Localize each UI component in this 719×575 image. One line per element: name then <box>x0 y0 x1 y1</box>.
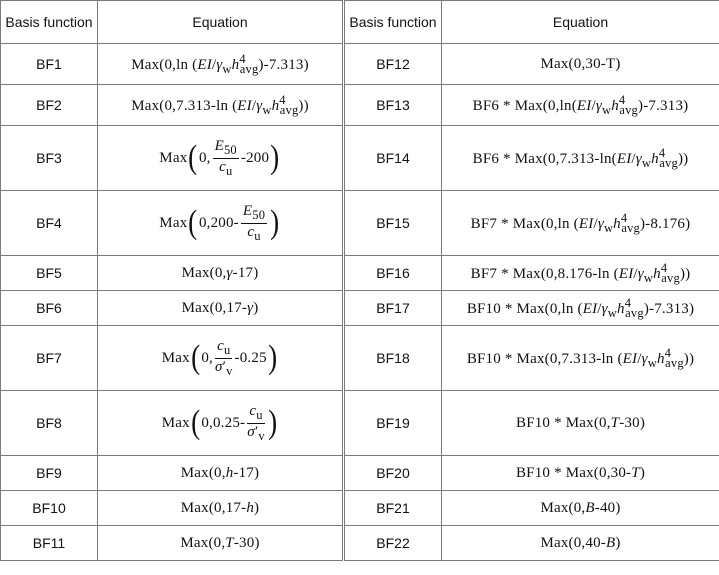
equation: BF10 * Max(0,ln $(EI/\gamma_wh^4_{avg})-7.313$) <box>466 295 695 320</box>
table-row <box>1 491 719 526</box>
equation-cell <box>442 291 719 326</box>
basis-id: BF1 <box>1 44 98 85</box>
table-row <box>1 526 719 561</box>
basis-id: BF18 <box>344 326 442 391</box>
equation-cell <box>442 256 719 291</box>
equation-cell <box>442 391 719 456</box>
basis-id: BF13 <box>344 85 442 126</box>
table-row <box>1 126 719 191</box>
equation: Max(0,7.313-ln $(EI/\gamma_wh^4_{avg})$) <box>131 92 309 117</box>
equation: Max ( 0,0.25- $c_u$ $\sigma'_v$ ) <box>161 402 278 443</box>
header-equation-left: Equation <box>98 1 344 44</box>
equation-cell <box>442 456 719 491</box>
equation: Max(0,30-T) <box>540 55 621 72</box>
basis-id: BF6 <box>1 291 98 326</box>
header-equation-right: Equation <box>442 1 719 44</box>
equation: $BF6 * Max(0,7.313-\ln(EI/\gamma_wh^4_{avg}))$ <box>472 145 689 170</box>
equation: Max ( 0, $c_u$ $\sigma'_v$ -0.25 ) <box>161 337 278 378</box>
table-row <box>1 85 719 126</box>
basis-id: BF2 <box>1 85 98 126</box>
basis-id: BF22 <box>344 526 442 561</box>
equation: BF7 * Max(0,ln $(EI/\gamma_wh^4_{avg})-8.176$) <box>470 210 691 235</box>
equation: Max ( 0,200- $E_{50}$ $c_u$ ) <box>159 202 280 243</box>
table-row <box>1 391 719 456</box>
basis-id: BF7 <box>1 326 98 391</box>
basis-id: BF11 <box>1 526 98 561</box>
basis-id: BF17 <box>344 291 442 326</box>
equation: $BF6 * Max(0,\ln(EI/\gamma_wh^4_{avg})-7.313)$ <box>472 92 689 117</box>
equation: Max(0,17-γ) <box>181 299 259 316</box>
equation: BF10 * Max(0,7.313-ln $(EI/\gamma_wh^4_{avg})$) <box>466 345 695 370</box>
table-row <box>1 326 719 391</box>
equation-cell <box>442 326 719 391</box>
equation-cell <box>442 191 719 256</box>
equation-cell <box>98 526 344 561</box>
equation-cell <box>98 326 344 391</box>
equation-cell <box>98 491 344 526</box>
equation: Max(0,γ-17) <box>181 264 259 281</box>
equation-cell <box>98 456 344 491</box>
table-row <box>1 456 719 491</box>
equation: Max ( 0, $E_{50}$ $c_u$ -200 ) <box>159 137 280 178</box>
equation-cell <box>442 126 719 191</box>
equation-cell <box>98 291 344 326</box>
equation-cell <box>98 126 344 191</box>
basis-id: BF19 <box>344 391 442 456</box>
equation-cell <box>442 526 719 561</box>
header-basis-function-left: Basis function <box>1 1 98 44</box>
equation-cell <box>442 44 719 85</box>
equation: Max(0,B-40) <box>540 499 621 516</box>
basis-id: BF21 <box>344 491 442 526</box>
header-row <box>1 1 719 44</box>
basis-id: BF3 <box>1 126 98 191</box>
basis-id: BF20 <box>344 456 442 491</box>
equation-cell <box>98 191 344 256</box>
equation: Max(0,h-17) <box>180 464 260 481</box>
equation-cell <box>98 256 344 291</box>
table-row <box>1 256 719 291</box>
equation: Max(0,40-B) <box>540 534 621 551</box>
basis-id: BF4 <box>1 191 98 256</box>
equation-cell <box>98 44 344 85</box>
basis-id: BF14 <box>344 126 442 191</box>
equation-cell <box>98 85 344 126</box>
equation-cell <box>442 85 719 126</box>
equation: Max(0,17-h) <box>180 499 260 516</box>
header-basis-function-right: Basis function <box>344 1 442 44</box>
basis-id: BF8 <box>1 391 98 456</box>
table-row <box>1 191 719 256</box>
equation-cell <box>98 391 344 456</box>
basis-id: BF16 <box>344 256 442 291</box>
equation: BF10 * Max(0,T-30) <box>515 414 646 431</box>
equation: BF10 * Max(0,30-T) <box>515 464 646 481</box>
equation: BF7 * Max(0,8.176-ln $(EI/\gamma_wh^4_{avg})$) <box>470 260 691 285</box>
basis-id: BF15 <box>344 191 442 256</box>
equation-cell <box>442 491 719 526</box>
equation: Max(0,ln $(EI/\gamma_wh^4_{avg})-7.313$) <box>131 51 309 76</box>
table-row <box>1 291 719 326</box>
basis-id: BF5 <box>1 256 98 291</box>
basis-id: BF10 <box>1 491 98 526</box>
equation: Max(0,T-30) <box>180 534 260 551</box>
basis-id: BF9 <box>1 456 98 491</box>
table-row <box>1 44 719 85</box>
basis-id: BF12 <box>344 44 442 85</box>
